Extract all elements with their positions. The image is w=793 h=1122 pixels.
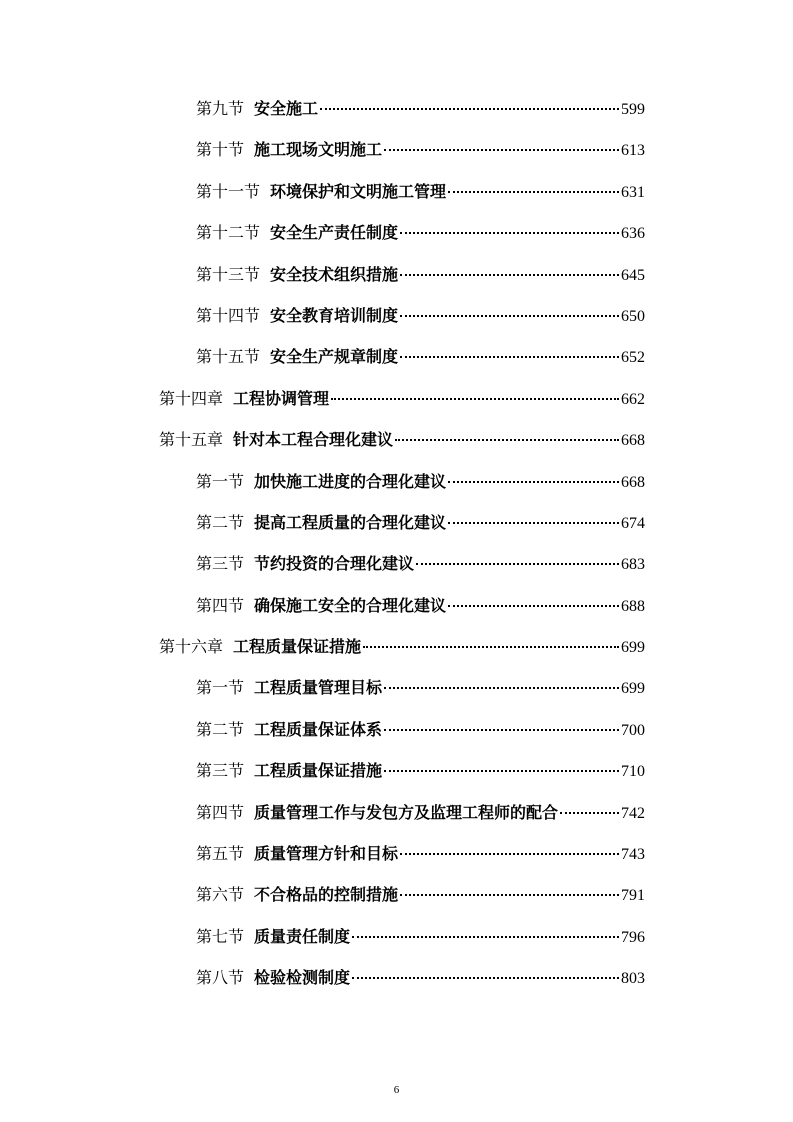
entry-page-number: 699 <box>621 680 645 698</box>
dot-leader <box>395 438 619 441</box>
dot-leader <box>400 314 619 317</box>
toc-entry[interactable] <box>0 255 793 296</box>
dot-leader <box>448 190 619 193</box>
entry-page-number: 599 <box>621 101 645 118</box>
dot-leader <box>384 769 619 772</box>
toc-entry[interactable] <box>0 958 793 999</box>
entry-page-number: 631 <box>621 183 645 201</box>
entry-page-number: 710 <box>621 763 645 781</box>
toc-entry[interactable] <box>0 130 793 171</box>
toc-entry[interactable] <box>0 213 793 254</box>
dot-leader <box>448 480 619 483</box>
page-number: 6 <box>393 1084 400 1096</box>
entry-title: 安全教育培训制度 <box>270 305 399 325</box>
entry-number: 第一节 <box>196 471 245 491</box>
entry-page-number: 688 <box>621 597 645 615</box>
toc-entry[interactable] <box>0 627 793 668</box>
entry-title: 节约投资的合理化建议 <box>254 554 415 574</box>
entry-number: 第四节 <box>196 595 245 615</box>
entry-title: 提高工程质量的合理化建议 <box>254 512 447 532</box>
entry-title: 安全技术组织措施 <box>270 264 399 284</box>
dot-leader <box>363 645 619 648</box>
entry-title: 加快施工进度的合理化建议 <box>254 471 447 491</box>
toc-entry[interactable] <box>0 89 793 130</box>
entry-page-number: 803 <box>621 970 645 988</box>
toc-entry[interactable] <box>0 379 793 420</box>
entry-number: 第十五章 <box>159 430 224 450</box>
entry-title: 环境保护和文明施工管理 <box>270 181 447 201</box>
entry-number: 第十一节 <box>196 181 261 201</box>
entry-title: 安全生产责任制度 <box>270 223 399 243</box>
entry-page-number: 650 <box>621 307 645 325</box>
toc-entry[interactable] <box>0 544 793 585</box>
toc-entry[interactable] <box>0 710 793 751</box>
entry-page-number: 674 <box>621 514 645 532</box>
entry-title: 不合格品的控制措施 <box>254 885 399 905</box>
dot-leader <box>384 728 619 731</box>
toc-entry[interactable] <box>0 668 793 709</box>
entry-number: 第十六章 <box>159 637 224 657</box>
entry-title: 质量管理方针和目标 <box>254 844 399 864</box>
table-of-contents <box>0 89 793 1000</box>
entry-title: 检验检测制度 <box>254 968 351 988</box>
dot-leader <box>384 686 619 689</box>
entry-number: 第十四节 <box>196 305 261 325</box>
entry-number: 第十四章 <box>159 388 224 408</box>
entry-page-number: 668 <box>621 432 645 450</box>
dot-leader <box>400 852 619 855</box>
entry-number: 第八节 <box>196 968 245 988</box>
entry-number: 第十五节 <box>196 347 261 367</box>
toc-entry[interactable] <box>0 172 793 213</box>
toc-entry[interactable] <box>0 875 793 916</box>
entry-number: 第二节 <box>196 512 245 532</box>
dot-leader <box>384 148 619 151</box>
entry-title: 质量管理工作与发包方及监理工程师的配合 <box>254 802 559 822</box>
dot-leader <box>331 397 619 400</box>
entry-title: 施工现场文明施工 <box>254 140 383 160</box>
entry-number: 第一节 <box>196 678 245 698</box>
entry-page-number: 662 <box>621 390 645 408</box>
entry-number: 第三节 <box>196 761 245 781</box>
entry-title: 确保施工安全的合理化建议 <box>254 595 447 615</box>
dot-leader <box>320 107 619 110</box>
toc-entry[interactable] <box>0 462 793 503</box>
entry-number: 第十三节 <box>196 264 261 284</box>
entry-number: 第十节 <box>196 140 245 160</box>
entry-page-number: 613 <box>621 142 645 160</box>
dot-leader <box>448 521 619 524</box>
toc-entry[interactable] <box>0 296 793 337</box>
toc-entry[interactable] <box>0 751 793 792</box>
entry-title: 安全生产规章制度 <box>270 347 399 367</box>
entry-page-number: 791 <box>621 887 645 905</box>
toc-entry[interactable] <box>0 337 793 378</box>
toc-entry[interactable] <box>0 834 793 875</box>
entry-title: 质量责任制度 <box>254 926 351 946</box>
dot-leader <box>400 893 619 896</box>
entry-number: 第四节 <box>196 802 245 822</box>
entry-title: 针对本工程合理化建议 <box>233 430 394 450</box>
dot-leader <box>400 355 619 358</box>
dot-leader <box>416 562 619 565</box>
entry-title: 工程质量管理目标 <box>254 678 383 698</box>
entry-page-number: 636 <box>621 225 645 243</box>
entry-number: 第五节 <box>196 844 245 864</box>
entry-title: 安全施工 <box>254 99 319 118</box>
entry-number: 第三节 <box>196 554 245 574</box>
entry-title: 工程质量保证措施 <box>233 637 362 657</box>
entry-number: 第六节 <box>196 885 245 905</box>
entry-page-number: 796 <box>621 928 645 946</box>
entry-page-number: 699 <box>621 639 645 657</box>
entry-page-number: 700 <box>621 721 645 739</box>
toc-entry[interactable] <box>0 586 793 627</box>
dot-leader <box>352 976 619 979</box>
entry-number: 第九节 <box>196 99 245 118</box>
entry-page-number: 645 <box>621 266 645 284</box>
dot-leader <box>448 604 619 607</box>
entry-page-number: 668 <box>621 473 645 491</box>
entry-number: 第七节 <box>196 926 245 946</box>
toc-entry[interactable] <box>0 503 793 544</box>
entry-title: 工程质量保证措施 <box>254 761 383 781</box>
dot-leader <box>352 935 619 938</box>
dot-leader <box>400 273 619 276</box>
entry-title: 工程质量保证体系 <box>254 719 383 739</box>
entry-page-number: 743 <box>621 846 645 864</box>
dot-leader <box>560 811 619 814</box>
toc-entry[interactable] <box>0 420 793 461</box>
entry-number: 第十二节 <box>196 223 261 243</box>
toc-entry[interactable] <box>0 917 793 958</box>
toc-entry[interactable] <box>0 793 793 834</box>
entry-title: 工程协调管理 <box>233 388 330 408</box>
entry-page-number: 683 <box>621 556 645 574</box>
entry-page-number: 652 <box>621 349 645 367</box>
entry-number: 第二节 <box>196 719 245 739</box>
dot-leader <box>400 231 619 234</box>
entry-page-number: 742 <box>621 804 645 822</box>
